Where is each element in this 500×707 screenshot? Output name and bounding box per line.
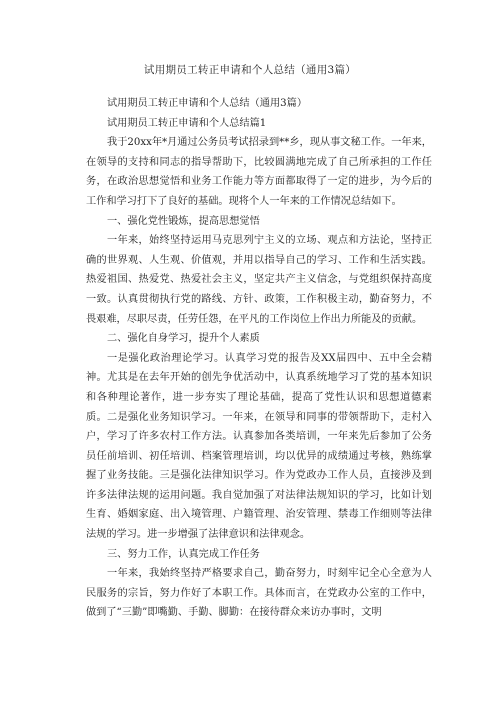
section-title: 试用期员工转正申请和个人总结篇1 <box>107 117 267 129</box>
paragraph-intro: 我于20xx年*月通过公务员考试招录到**乡，现从事文秘工作。一年来，在领导的支持和同志的指导帮助下，比较圆满地完成了自己所承担的工作任务，在政治思想觉悟和业务工作能力等方面都取得了一定的进步，为今后的工作和学习打下了良好的基础。现将个人一年来的工作情况总结如下。 <box>86 137 432 207</box>
document-title: 试用期员工转正申请和个人总结（通用3篇） <box>143 64 357 76</box>
document-subtitle: 试用期员工转正申请和个人总结（通用3篇） <box>107 98 308 109</box>
paragraph-party: 一年来，始终坚持运用马克思列宁主义的立场、观点和方法论，坚持正确的世界观、人生观、价值观，并用以指导自己的学习、工作和生活实践。热爱祖国、热爱党、热爱社会主义，坚定共产主义信念，与党组织保持高度一致。认真贯彻执行党的路线、方针、政策，工作积极主动，勤奋努力，不畏艰难，尽职尽责，任劳任怨，在平凡的工作岗位上作出力所能及的贡献。 <box>86 235 432 325</box>
heading-3: 三、努力工作，认真完成工作任务 <box>107 548 260 560</box>
document-body <box>86 94 432 623</box>
paragraph-study: 一是强化政治理论学习。认真学习党的报告及XX届四中、五中全会精神。尤其是在去年开始的创先争优活动中，认真系统地学习了党的基本知识和各种理论著作，进一步夯实了理论基础，提高了党性认识和思想道德素质。二是强化业务知识学习。一年来，在领导和同事的带领帮助下，走村入户，学习了许多农村工作方法。认真参加各类培训，一年来先后参加了公务员任前培训、初任培训、档案管理培训，均以优异的成绩通过考核，熟练掌握了业务技能。三是强化法律知识学习。作为党政办工作人员，直接涉及到许多法律法规的运用问题。我自觉加强了对法律法规知识的学习，比如计划生育、婚姻家庭、出入境管理、户籍管理、治安管理、禁毒工作细则等法律法规的学习。进一步增强了法律意识和法律观念。 <box>86 352 432 541</box>
paragraph-work: 一年来，我始终坚持严格要求自己，勤奋努力，时刻牢记全心全意为人民服务的宗旨，努力作好了本职工作。具体而言，在党政办公室的工作中，做到了“三勤”即嘴勤、手勤、脚勤：在接待群众来访办事时，文明 <box>86 568 432 619</box>
heading-2: 二、强化自身学习，提升个人素质 <box>107 333 260 345</box>
heading-1: 一、强化党性锻炼，提高思想觉悟 <box>107 215 260 227</box>
